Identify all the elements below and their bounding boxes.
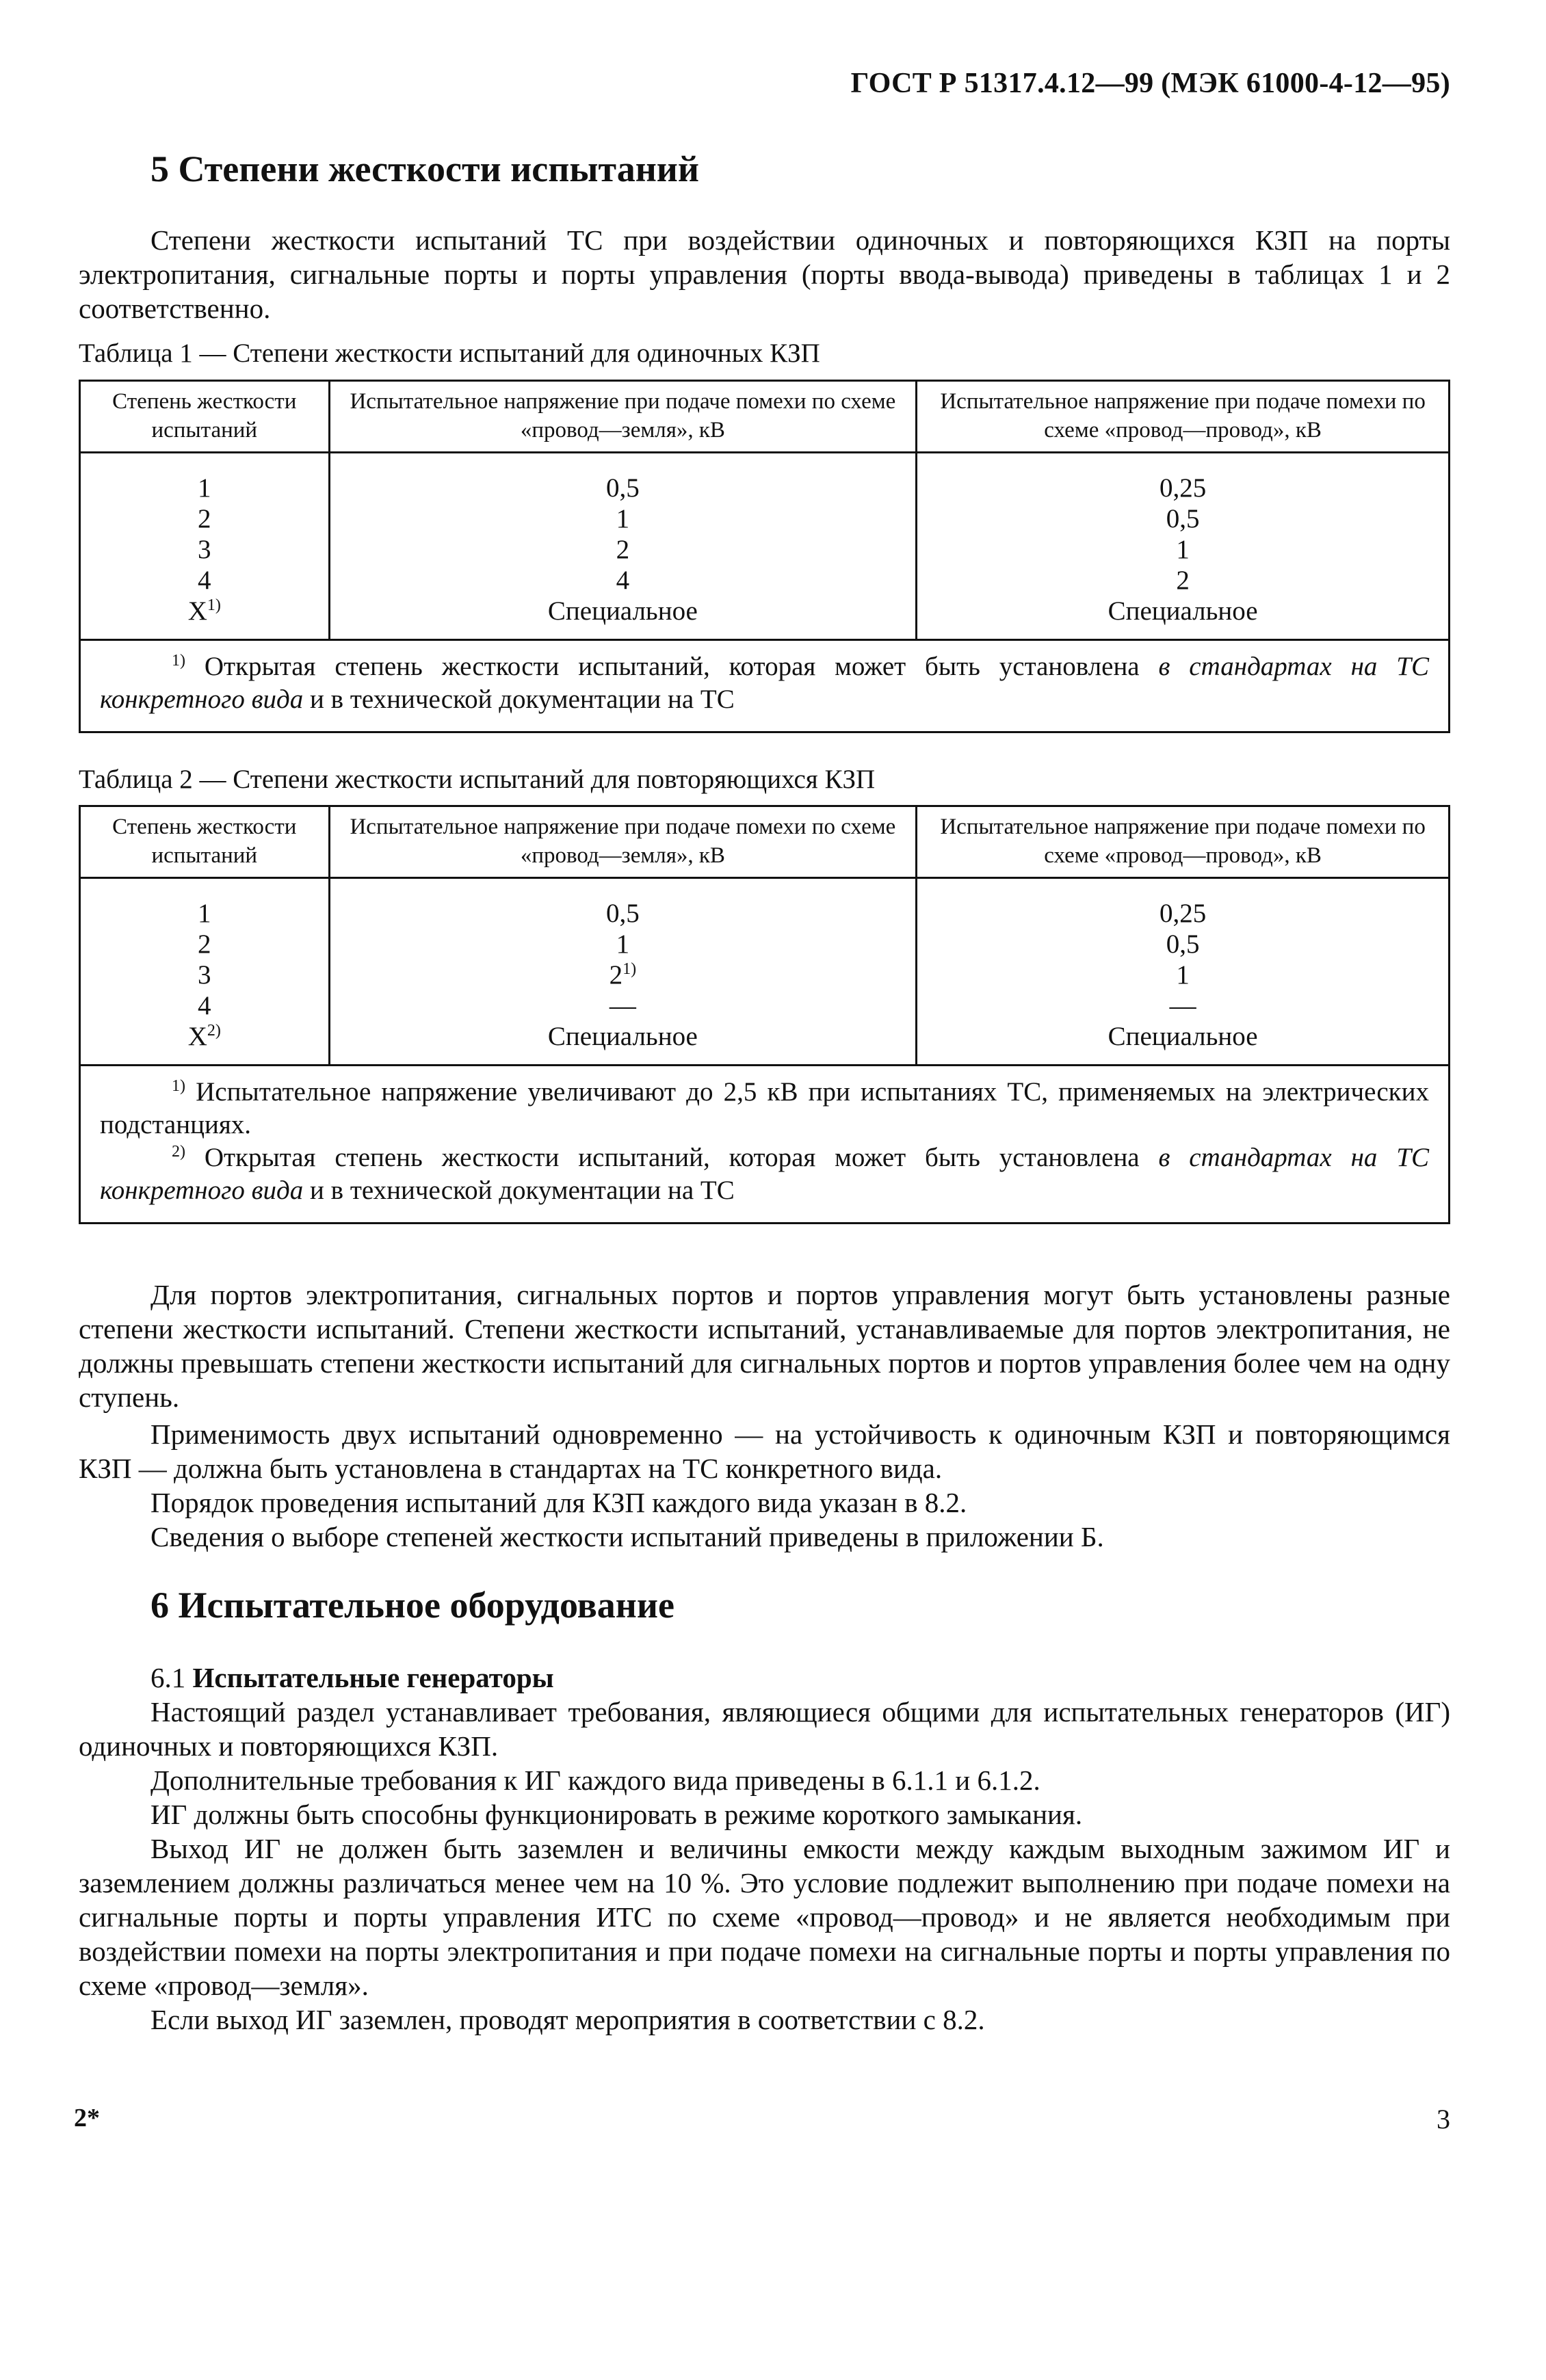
table-row: Специальное (1108, 1022, 1258, 1051)
table-1 (79, 380, 1450, 733)
table-row: 1 (1176, 960, 1190, 990)
table-2-values-row (80, 878, 1450, 1066)
table-row: 1 (198, 899, 211, 928)
table-1-note-row (80, 640, 1450, 732)
table-2-note-1: $^{1)}$ Испытательное напряжение увеличивают до 2,5 кВ при испытаниях ТС, применяемых на электрических подстанциях. (100, 1077, 1429, 1139)
section-5-title: 5 Степени жесткости испытаний (150, 148, 700, 189)
body-paragraph-2: Применимость двух испытаний одновременно — на устойчивость к одиночным КЗП и повторяющимся КЗП — должна быть установлена в стандартах на ТС конкретного вида. (79, 1418, 1450, 1484)
table-1-header-row (80, 381, 1450, 453)
table-row: — (609, 991, 636, 1020)
footnote-mark: 1) (172, 652, 185, 670)
section-6-paragraph-2: Дополнительные требования к ИГ каждого вида приведены в 6.1.1 и 6.1.2. (150, 1764, 1040, 1796)
footnote-mark: 1) (172, 1077, 185, 1095)
table-row: 1 (198, 473, 211, 503)
body-paragraph-4: Сведения о выборе степеней жесткости испытаний приведены в приложении Б. (150, 1521, 1104, 1552)
body-paragraph-3: Порядок проведения испытаний для КЗП каждого вида указан в 8.2. (150, 1487, 967, 1518)
table-1-header-line-ground: Испытательное напряжение при подаче помехи по схеме «провод—земля», кВ (329, 381, 917, 453)
table-row: 0,5 (1166, 929, 1200, 959)
table-2-line-ground-column (329, 878, 917, 1066)
table-1-line-line-column (917, 453, 1450, 640)
table-row: 2 (198, 504, 211, 533)
table-row: Специальное (547, 1022, 698, 1051)
table-2-level-column (80, 878, 330, 1066)
standard-code: ГОСТ Р 51317.4.12—99 (МЭК 61000-4-12—95) (850, 68, 1450, 99)
table-1-level-column (80, 453, 330, 640)
table-row: 4 (198, 566, 211, 595)
table-1-caption: Таблица 1 — Степени жесткости испытаний для одиночных КЗП (79, 339, 820, 368)
table-row: 0,25 (1159, 473, 1207, 503)
table-2 (79, 805, 1450, 1224)
table-row: 2 (1176, 566, 1190, 595)
section-6-paragraph-1: Настоящий раздел устанавливает требования, являющиеся общими для испытательных генераторов (ИГ) одиночных и повторяющихся КЗП. (79, 1696, 1450, 1762)
table-row: 1 (616, 504, 630, 533)
table-2-notes (80, 1066, 1450, 1224)
table-row: 1 (616, 929, 630, 959)
table-row: 2 (616, 535, 630, 564)
section-6-paragraph-3: ИГ должны быть способны функционировать в режиме короткого замыкания. (150, 1799, 1083, 1830)
table-1-header-line-line: Испытательное напряжение при подаче помехи по схеме «провод—провод», кВ (917, 381, 1450, 453)
table-2-header-level: Степень жесткости испытаний (80, 806, 330, 878)
table-row: 3 (198, 535, 211, 564)
table-row: 1 (1176, 535, 1190, 564)
table-2-header-line-line: Испытательное напряжение при подаче помехи по схеме «провод—провод», кВ (917, 806, 1450, 878)
subsection-6-1-heading: 6.1 Испытательные генераторы (150, 1662, 554, 1693)
table-row: 2 (198, 929, 211, 959)
table-row: 0,5 (606, 899, 640, 928)
section-6-title: 6 Испытательное оборудование (150, 1585, 674, 1626)
table-2-header-row (80, 806, 1450, 878)
footnote-mark: 2) (172, 1143, 185, 1161)
table-row: — (1169, 991, 1196, 1020)
table-row: 0,5 (606, 473, 640, 503)
table-row: X$^{2)}$ (187, 1022, 221, 1051)
table-1-values-row (80, 453, 1450, 640)
section-6-paragraph-4: Выход ИГ не должен быть заземлен и величины емкости между каждым выходным зажимом ИГ и заземлением должны различаться менее чем на 10 %. Это условие подлежит выполнению при подаче помехи на сигнальные порты и порты управления ИТС по схеме «провод—провод» и не является необходимым при воздействии помехи на порты электропитания и при подаче помехи на сигнальные порты и порты управления по схеме «провод—земля». (79, 1833, 1450, 2001)
table-2-note-2: $^{2)}$ Открытая степень жесткости испытаний, которая может быть установлена в стандартах на ТС конкретного вида и в технической документации на ТС (100, 1143, 1429, 1205)
table-row: 4 (198, 991, 211, 1020)
table-2-header-line-ground: Испытательное напряжение при подаче помехи по схеме «провод—земля», кВ (329, 806, 917, 878)
table-2-caption: Таблица 2 — Степени жесткости испытаний для повторяющихся КЗП (79, 765, 876, 794)
table-row: Специальное (1108, 596, 1258, 626)
table-row: 4 (616, 566, 630, 595)
footnote-mark: 1) (623, 960, 637, 978)
table-row: 0,25 (1159, 899, 1207, 928)
body-paragraph-1: Для портов электропитания, сигнальных портов и портов управления могут быть установлены разные степени жесткости испытаний. Степени жесткости испытаний, устанавливаемые для портов электропитания, не должны превышать степени жесткости испытаний для сигнальных портов и портов управления более чем на одну ступень. (79, 1279, 1450, 1413)
section-5-intro: Степени жесткости испытаний ТС при воздействии одиночных и повторяющихся КЗП на порты электропитания, сигнальные порты и порты управления (порты ввода-вывода) приведены в таблицах 1 и 2 соответственно. (79, 224, 1450, 324)
table-1-note: $^{1)}$ Открытая степень жесткости испытаний, которая может быть установлена в стандартах на ТС конкретного вида и в технической документации на ТС (80, 640, 1450, 732)
table-row: 3 (198, 960, 211, 990)
table-2-line-line-column (917, 878, 1450, 1066)
table-row: Специальное (547, 596, 698, 626)
table-row: 0,5 (1166, 504, 1200, 533)
table-2-note-row (80, 1066, 1450, 1224)
signature-mark: 2* (74, 2104, 100, 2132)
footnote-mark: 2) (207, 1022, 221, 1040)
table-1-header-level: Степень жесткости испытаний (80, 381, 330, 453)
table-row: 2$^{1)}$ (609, 960, 637, 990)
footnote-mark: 1) (207, 596, 221, 614)
table-row: X$^{1)}$ (187, 596, 221, 626)
page-number: 3 (1437, 2104, 1450, 2134)
table-1-line-ground-column (329, 453, 917, 640)
section-6-paragraph-5: Если выход ИГ заземлен, проводят мероприятия в соответствии с 8.2. (150, 2004, 985, 2035)
